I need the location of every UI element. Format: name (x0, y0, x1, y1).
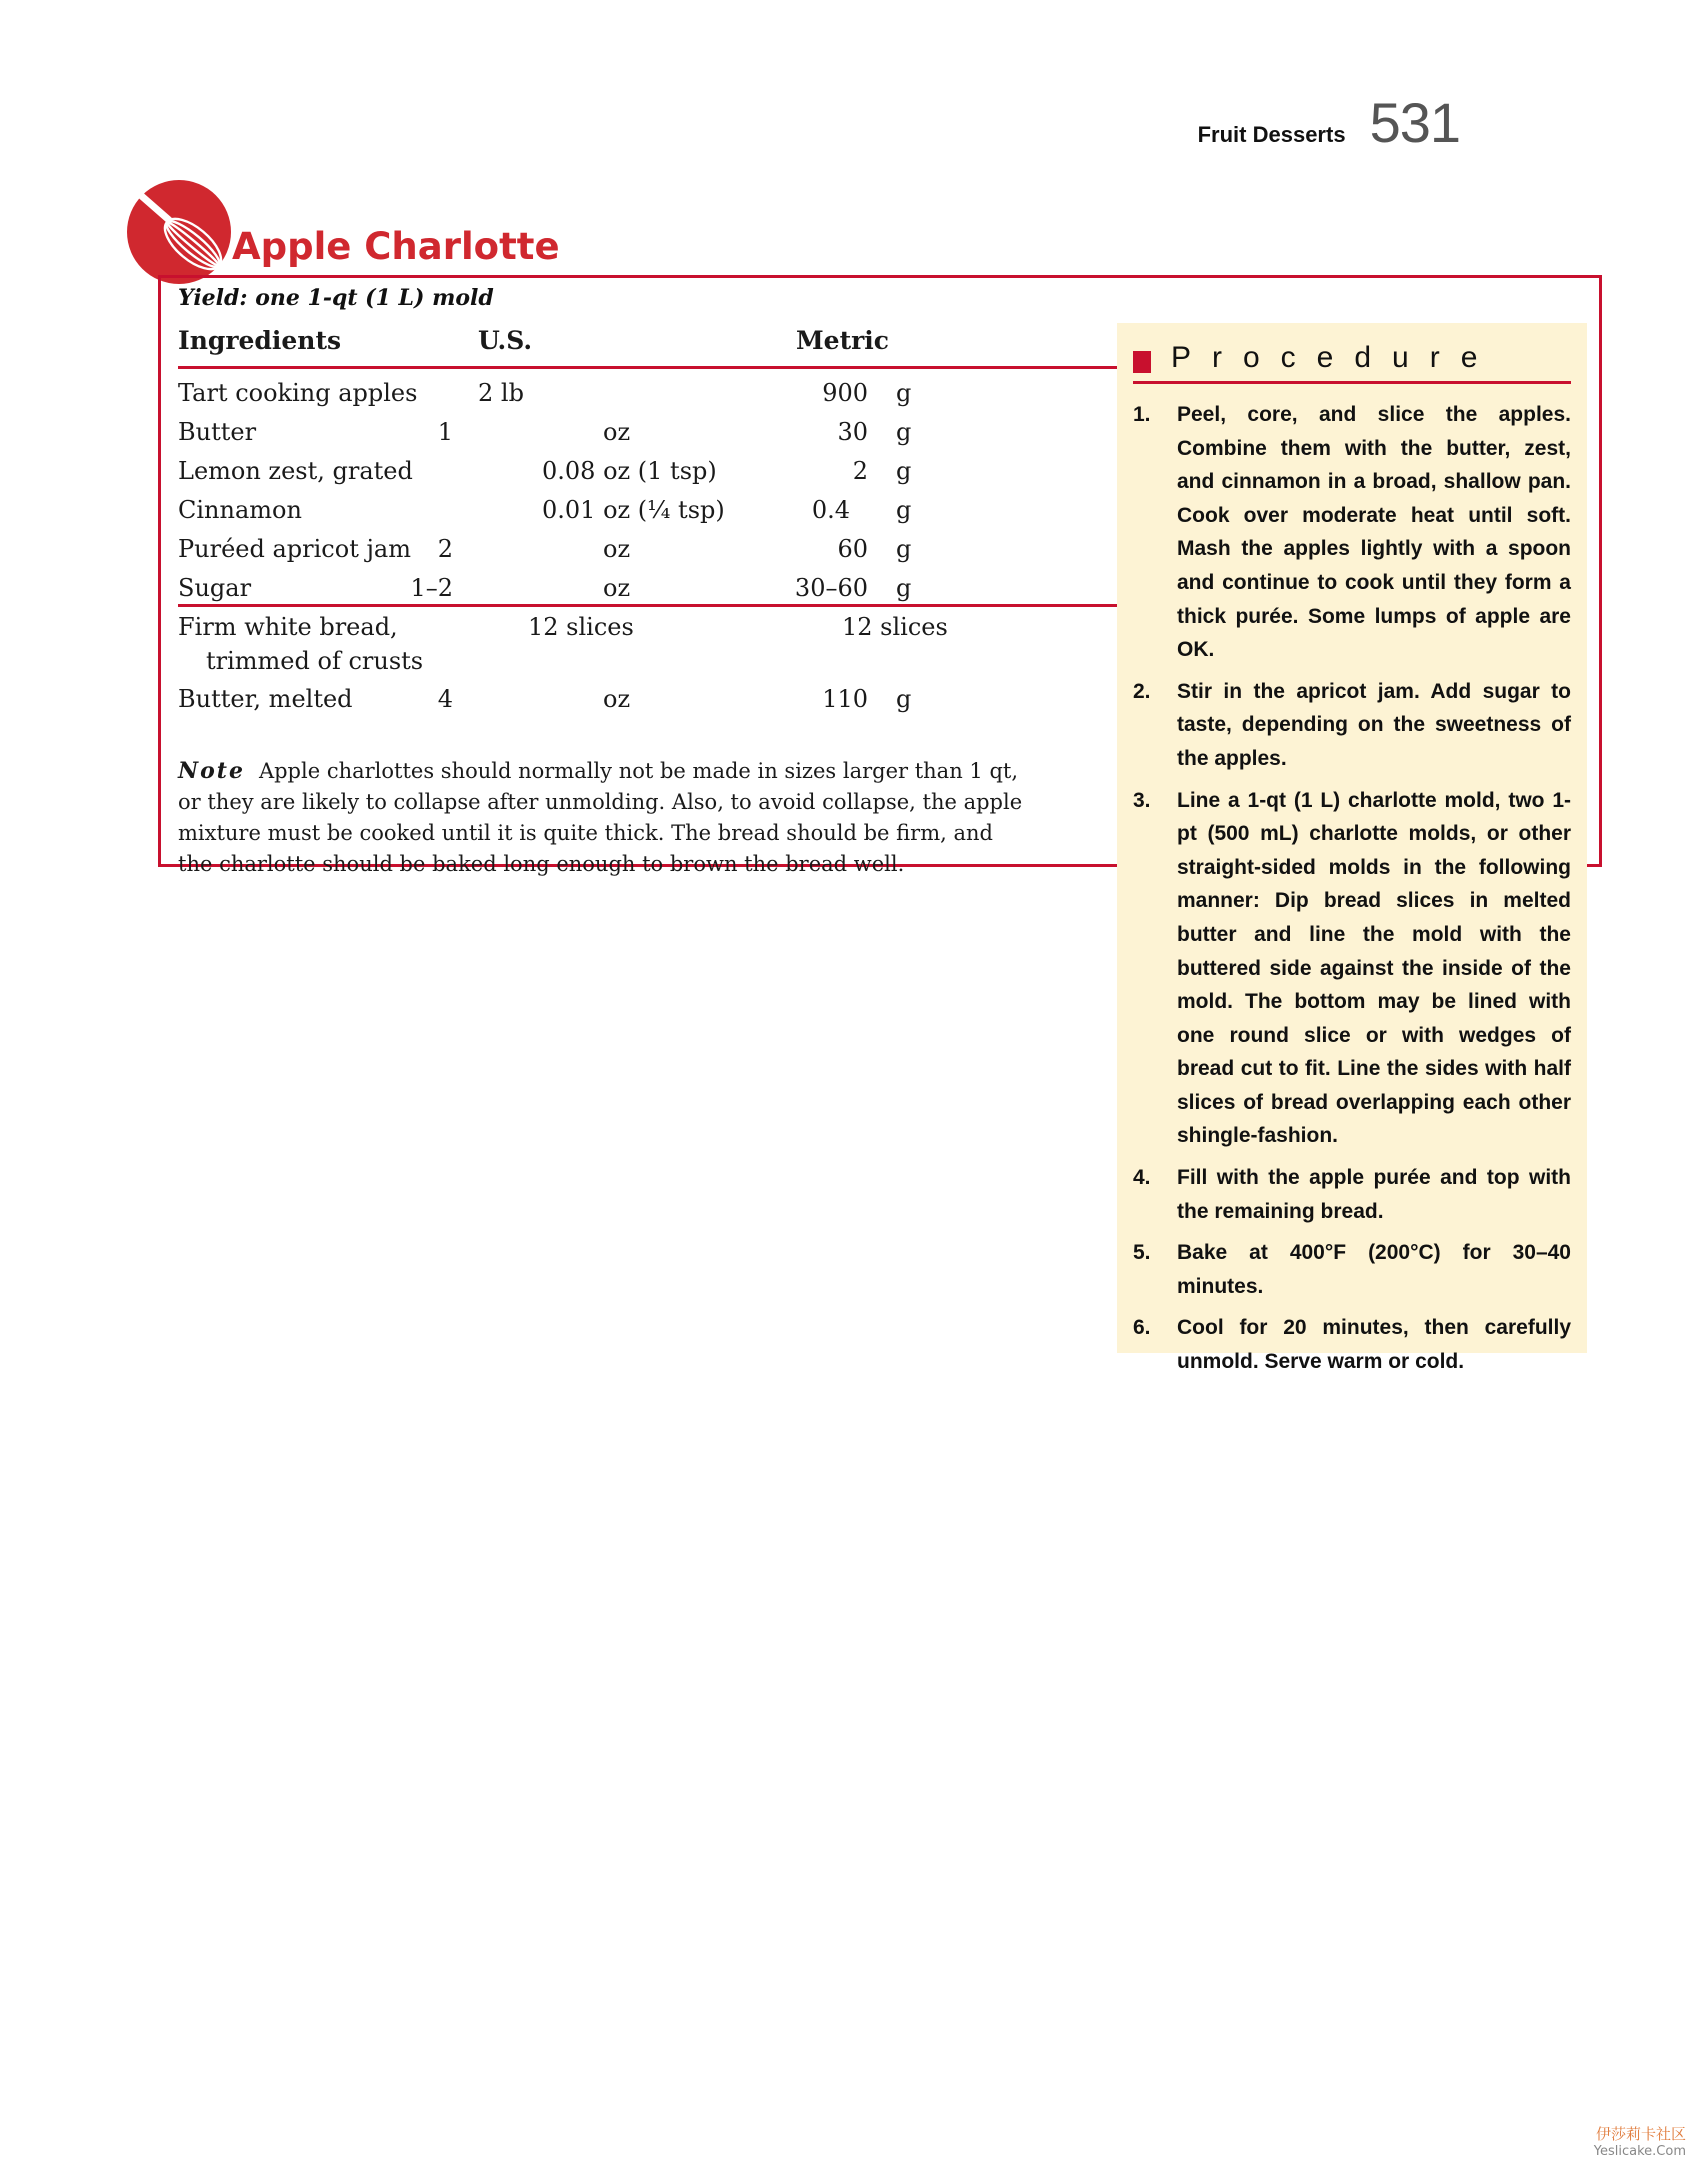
running-head (1198, 90, 1460, 155)
ingredient-row (178, 607, 1118, 679)
ingredient-row (178, 451, 1118, 490)
step-text: Line a 1-qt (1 L) charlotte mold, two 1-pt (500 mL) charlotte molds, or other straight-sided molds in the following manner: Dip bread slices in melted butter and line the mold with the buttered side against the inside of the mold. The bottom may be lined with one round slice or with wedges of bread cut to fit. Line the sides with half slices of bread overlapping each other shingle-fashion. (1177, 788, 1571, 1148)
ingredient-metric-unit: g (896, 457, 912, 485)
ingredient-name: Butter, melted (178, 685, 353, 713)
step-number: 6. (1133, 1316, 1151, 1340)
procedure-step (1133, 784, 1571, 1154)
ingredient-row (178, 568, 1118, 607)
ingredient-metric-qty: 0.4 (811, 496, 850, 524)
step-text: Stir in the apricot jam. Add sugar to taste, depending on the sweetness of the apples. (1177, 679, 1571, 770)
watermark (1594, 2123, 1686, 2159)
ingredients-header (178, 326, 1118, 369)
note-text: Apple charlottes should normally not be made in sizes larger than 1 qt, or they are likely to collapse after unmolding. Also, to avoid collapse, the apple mixture must be cooked until it is quite thick. The bread should be firm, and the charlotte should be baked long enough to brown the bread well. (178, 759, 1023, 876)
column-metric: Metric (796, 326, 890, 355)
step-text: Fill with the apple purée and top with the remaining bread. (1177, 1166, 1571, 1223)
step-text: Bake at 400°F (200°C) for 30–40 minutes. (1177, 1241, 1571, 1298)
ingredient-us-qty: 2 lb (478, 379, 524, 407)
ingredient-metric-unit: g (896, 496, 912, 524)
step-number: 5. (1133, 1241, 1151, 1265)
recipe-note (178, 756, 1028, 880)
procedure-header (1133, 341, 1571, 384)
ingredient-us-unit: oz (603, 685, 631, 713)
recipe-title: Apple Charlotte (232, 225, 560, 268)
ingredient-row (178, 373, 1118, 412)
ingredients-table (178, 326, 1118, 718)
procedure-step (1133, 398, 1571, 667)
ingredient-name: Puréed apricot jam (178, 535, 411, 563)
column-ingredients: Ingredients (178, 326, 342, 355)
ingredient-us-unit: oz (603, 535, 631, 563)
ingredient-name-line2: trimmed of crusts (206, 647, 424, 675)
ingredient-row (178, 412, 1118, 451)
section-name: Fruit Desserts (1197, 122, 1346, 147)
ingredient-metric-qty: 30 (837, 418, 868, 446)
ingredient-name: Cinnamon (178, 496, 302, 524)
ingredient-us-qty: 1–2 (410, 574, 453, 602)
ingredient-us-unit: oz (603, 574, 631, 602)
watermark-line2: Yeslicake.Com (1593, 2144, 1686, 2159)
ingredient-metric-unit: g (896, 379, 912, 407)
ingredient-us-qty: 0.08 oz (1 tsp) (542, 457, 717, 485)
ingredient-metric-unit: g (896, 685, 912, 713)
step-text: Cool for 20 minutes, then carefully unmold. Serve warm or cold. (1177, 1316, 1571, 1374)
procedure-title: Procedure (1171, 341, 1499, 374)
whisk-icon (125, 178, 233, 286)
ingredient-metric-qty: 30–60 (794, 574, 868, 602)
ingredient-us-unit: oz (603, 418, 631, 446)
procedure-panel (1117, 323, 1587, 1374)
procedure-step (1133, 1311, 1571, 1378)
ingredient-metric-unit: g (896, 574, 912, 602)
ingredient-row (178, 490, 1118, 529)
ingredient-us-qty: 0.01 oz (¼ tsp) (542, 496, 725, 524)
ingredient-name: Firm white bread, (178, 613, 398, 641)
step-number: 4. (1133, 1166, 1151, 1190)
ingredient-us-qty: 2 (437, 535, 453, 563)
ingredient-metric-qty: 12 slices (842, 613, 948, 641)
red-square-icon (1133, 351, 1151, 373)
step-number: 3. (1133, 788, 1151, 812)
procedure-steps (1133, 398, 1571, 1379)
ingredient-name: Tart cooking apples (178, 379, 418, 407)
ingredient-name: Lemon zest, grated (178, 457, 413, 485)
note-label: Note (178, 758, 245, 784)
recipe-yield: Yield: one 1-qt (1 L) mold (178, 285, 494, 311)
step-number: 2. (1133, 679, 1151, 703)
ingredient-us-qty: 1 (437, 418, 453, 446)
ingredient-name: Butter (178, 418, 257, 446)
step-text: Peel, core, and slice the apples. Combine them with the butter, zest, and cinnamon in a broad, shallow pan. Cook over moderate heat until soft. Mash the apples lightly with a spoon and continue to cook until they form a thick purée. Some lumps of apple are OK. (1177, 403, 1571, 662)
ingredient-us-qty: 12 slices (528, 613, 634, 641)
ingredient-metric-qty: 110 (822, 685, 868, 713)
ingredient-metric-unit: g (896, 535, 912, 563)
step-number: 1. (1133, 403, 1151, 426)
ingredient-metric-qty: 900 (822, 379, 868, 407)
column-us: U.S. (478, 326, 533, 355)
page-number: 531 (1369, 91, 1460, 154)
procedure-step (1133, 1161, 1571, 1228)
ingredient-row (178, 679, 1118, 718)
ingredient-metric-unit: g (896, 418, 912, 446)
ingredient-row (178, 529, 1118, 568)
procedure-step (1133, 1236, 1571, 1303)
procedure-step (1133, 675, 1571, 776)
ingredient-metric-qty: 60 (837, 535, 868, 563)
ingredient-us-qty: 4 (437, 685, 453, 713)
watermark-line1: 伊莎莉卡社区 (1595, 2125, 1686, 2143)
ingredient-name: Sugar (178, 574, 252, 602)
ingredient-metric-qty: 2 (852, 457, 868, 485)
